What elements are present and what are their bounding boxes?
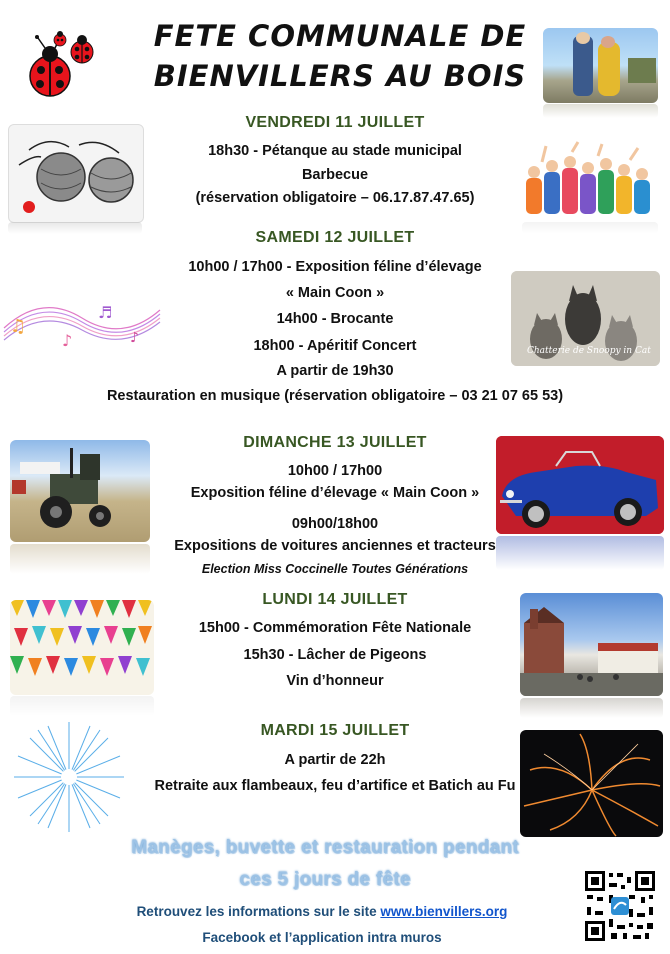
qr-code-icon[interactable] (583, 869, 657, 943)
footer-highlight-line-2: ces 5 jours de fête (239, 869, 411, 890)
photo-caption: Chatterie de Snoopy in Cat (527, 346, 651, 356)
event-line: Barbecue (301, 167, 369, 183)
svg-text:♪: ♪ (130, 330, 139, 346)
event-line: 10h00 / 17h00 - Exposition féline d’élevage (188, 259, 482, 275)
svg-text:♬: ♬ (98, 303, 113, 322)
event-line: 18h30 - Pétanque au stade municipal (208, 143, 462, 159)
footer-info-line-1 (0, 904, 644, 919)
title-line-1: FETE COMMUNALE DE (153, 19, 527, 53)
footer-info-prefix: Retrouvez les informations sur le site (136, 904, 381, 919)
event-line: 18h00 - Apéritif Concert (253, 338, 417, 354)
event-line: Vin d’honneur (286, 673, 384, 689)
day-heading-samedi: SAMEDI 12 JUILLET (255, 229, 415, 246)
event-line: A partir de 22h (284, 752, 386, 768)
event-line: 10h00 / 17h00 (287, 463, 383, 479)
event-line: Exposition féline d’élevage « Main Coon » (190, 485, 480, 501)
website-link[interactable]: www.bienvillers.org (380, 904, 508, 919)
photo-reflection (520, 698, 663, 718)
photo-reflection (10, 696, 154, 716)
event-line-italic: Election Miss Coccinelle Toutes Générations (201, 562, 469, 576)
title-line-2: BIENVILLERS AU BOIS (153, 59, 527, 93)
event-line: 15h30 - Lâcher de Pigeons (243, 647, 427, 663)
ladybug-small-icon (71, 35, 93, 63)
ladybug-tiny-icon (54, 31, 66, 46)
event-line: 09h00/18h00 (291, 516, 379, 532)
page-title (150, 16, 530, 96)
footer-highlight-line-1: Manèges, buvette et restauration pendant (131, 837, 519, 858)
event-line: (réservation obligatoire – 06.17.87.47.65) (195, 190, 475, 206)
day-heading-vendredi: VENDREDI 11 JUILLET (245, 114, 425, 131)
day-heading-dimanche: DIMANCHE 13 JUILLET (243, 434, 427, 451)
photo-costumed-people (543, 28, 658, 103)
day-heading-mardi: MARDI 15 JUILLET (260, 722, 410, 739)
event-line: A partir de 19h30 (276, 363, 394, 379)
event-line: « Main Coon » (285, 285, 385, 301)
ladybug-illustration (20, 28, 100, 100)
day-heading-lundi: LUNDI 14 JUILLET (262, 591, 408, 608)
event-line: Expositions de voitures anciennes et tracteurs (174, 538, 496, 554)
svg-text:♫: ♫ (10, 316, 27, 337)
event-line: 14h00 - Brocante (276, 311, 394, 327)
svg-text:♪: ♪ (62, 331, 73, 350)
event-line: 15h00 - Commémoration Fête Nationale (198, 620, 472, 636)
event-line: Restauration en musique (réservation obligatoire – 03 21 07 65 53) (106, 388, 564, 404)
event-line: Retraite aux flambeaux, feu d’artifice et Batich au Fu (154, 778, 516, 794)
footer-info-line-2: Facebook et l’application intra muros (202, 930, 442, 945)
